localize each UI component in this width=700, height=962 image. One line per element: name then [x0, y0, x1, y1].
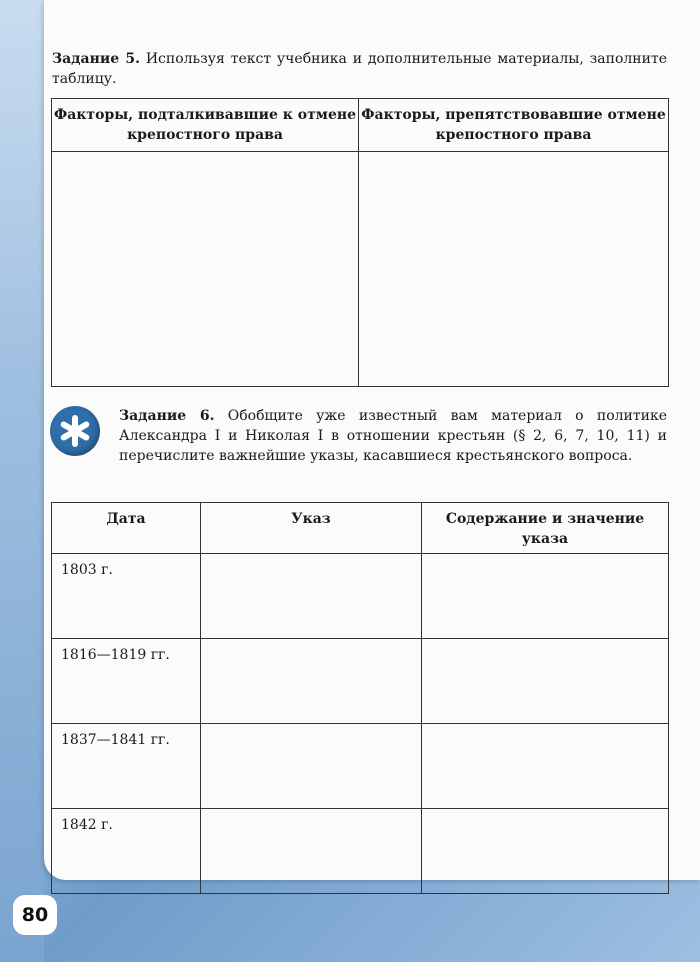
- date-cell: 1842 г.: [52, 809, 201, 894]
- task-6-table: [51, 502, 669, 894]
- date-cell: 1837—1841 гг.: [52, 724, 201, 809]
- answer-cell[interactable]: [422, 724, 669, 809]
- column-header: Указ: [201, 503, 422, 554]
- answer-cell[interactable]: [201, 724, 422, 809]
- task-6-text: Обобщите уже известный вам материал о политике Александра I и Николая I в отношении крестьян (§ 2, 6, 7, 10, 11) и перечислите важнейшие указы, касавшиеся крестьянского вопроса.: [119, 408, 667, 464]
- answer-cell[interactable]: [359, 152, 669, 387]
- column-header: Содержание и значение указа: [422, 503, 669, 554]
- task-5-heading: [52, 49, 667, 89]
- asterisk-icon: [50, 406, 100, 456]
- answer-cell[interactable]: [422, 554, 669, 639]
- answer-cell[interactable]: [201, 554, 422, 639]
- column-header: Дата: [52, 503, 201, 554]
- column-header: Факторы, препятствовавшие отмене крепостного права: [359, 99, 669, 152]
- table-header-row: [52, 503, 669, 554]
- task-5-table: [51, 98, 669, 387]
- table-row: [52, 724, 669, 809]
- table-row: [52, 554, 669, 639]
- table-row: [52, 809, 669, 894]
- answer-cell[interactable]: [201, 809, 422, 894]
- column-header: Факторы, подталкивавшие к отмене крепостного права: [52, 99, 359, 152]
- date-cell: 1816—1819 гг.: [52, 639, 201, 724]
- task-5-text: Используя текст учебника и дополнительные материалы, заполните таблицу.: [52, 51, 667, 87]
- task-5-label: Задание 5.: [52, 51, 140, 67]
- task-6-label: Задание 6.: [119, 408, 215, 424]
- table-header-row: [52, 99, 669, 152]
- table-row: [52, 639, 669, 724]
- table-row: [52, 152, 669, 387]
- answer-cell[interactable]: [422, 639, 669, 724]
- answer-cell[interactable]: [52, 152, 359, 387]
- task-6-heading: [119, 406, 667, 466]
- page-edge-stripe: [0, 0, 44, 962]
- date-cell: 1803 г.: [52, 554, 201, 639]
- answer-cell[interactable]: [422, 809, 669, 894]
- page-number: 80: [13, 895, 57, 935]
- answer-cell[interactable]: [201, 639, 422, 724]
